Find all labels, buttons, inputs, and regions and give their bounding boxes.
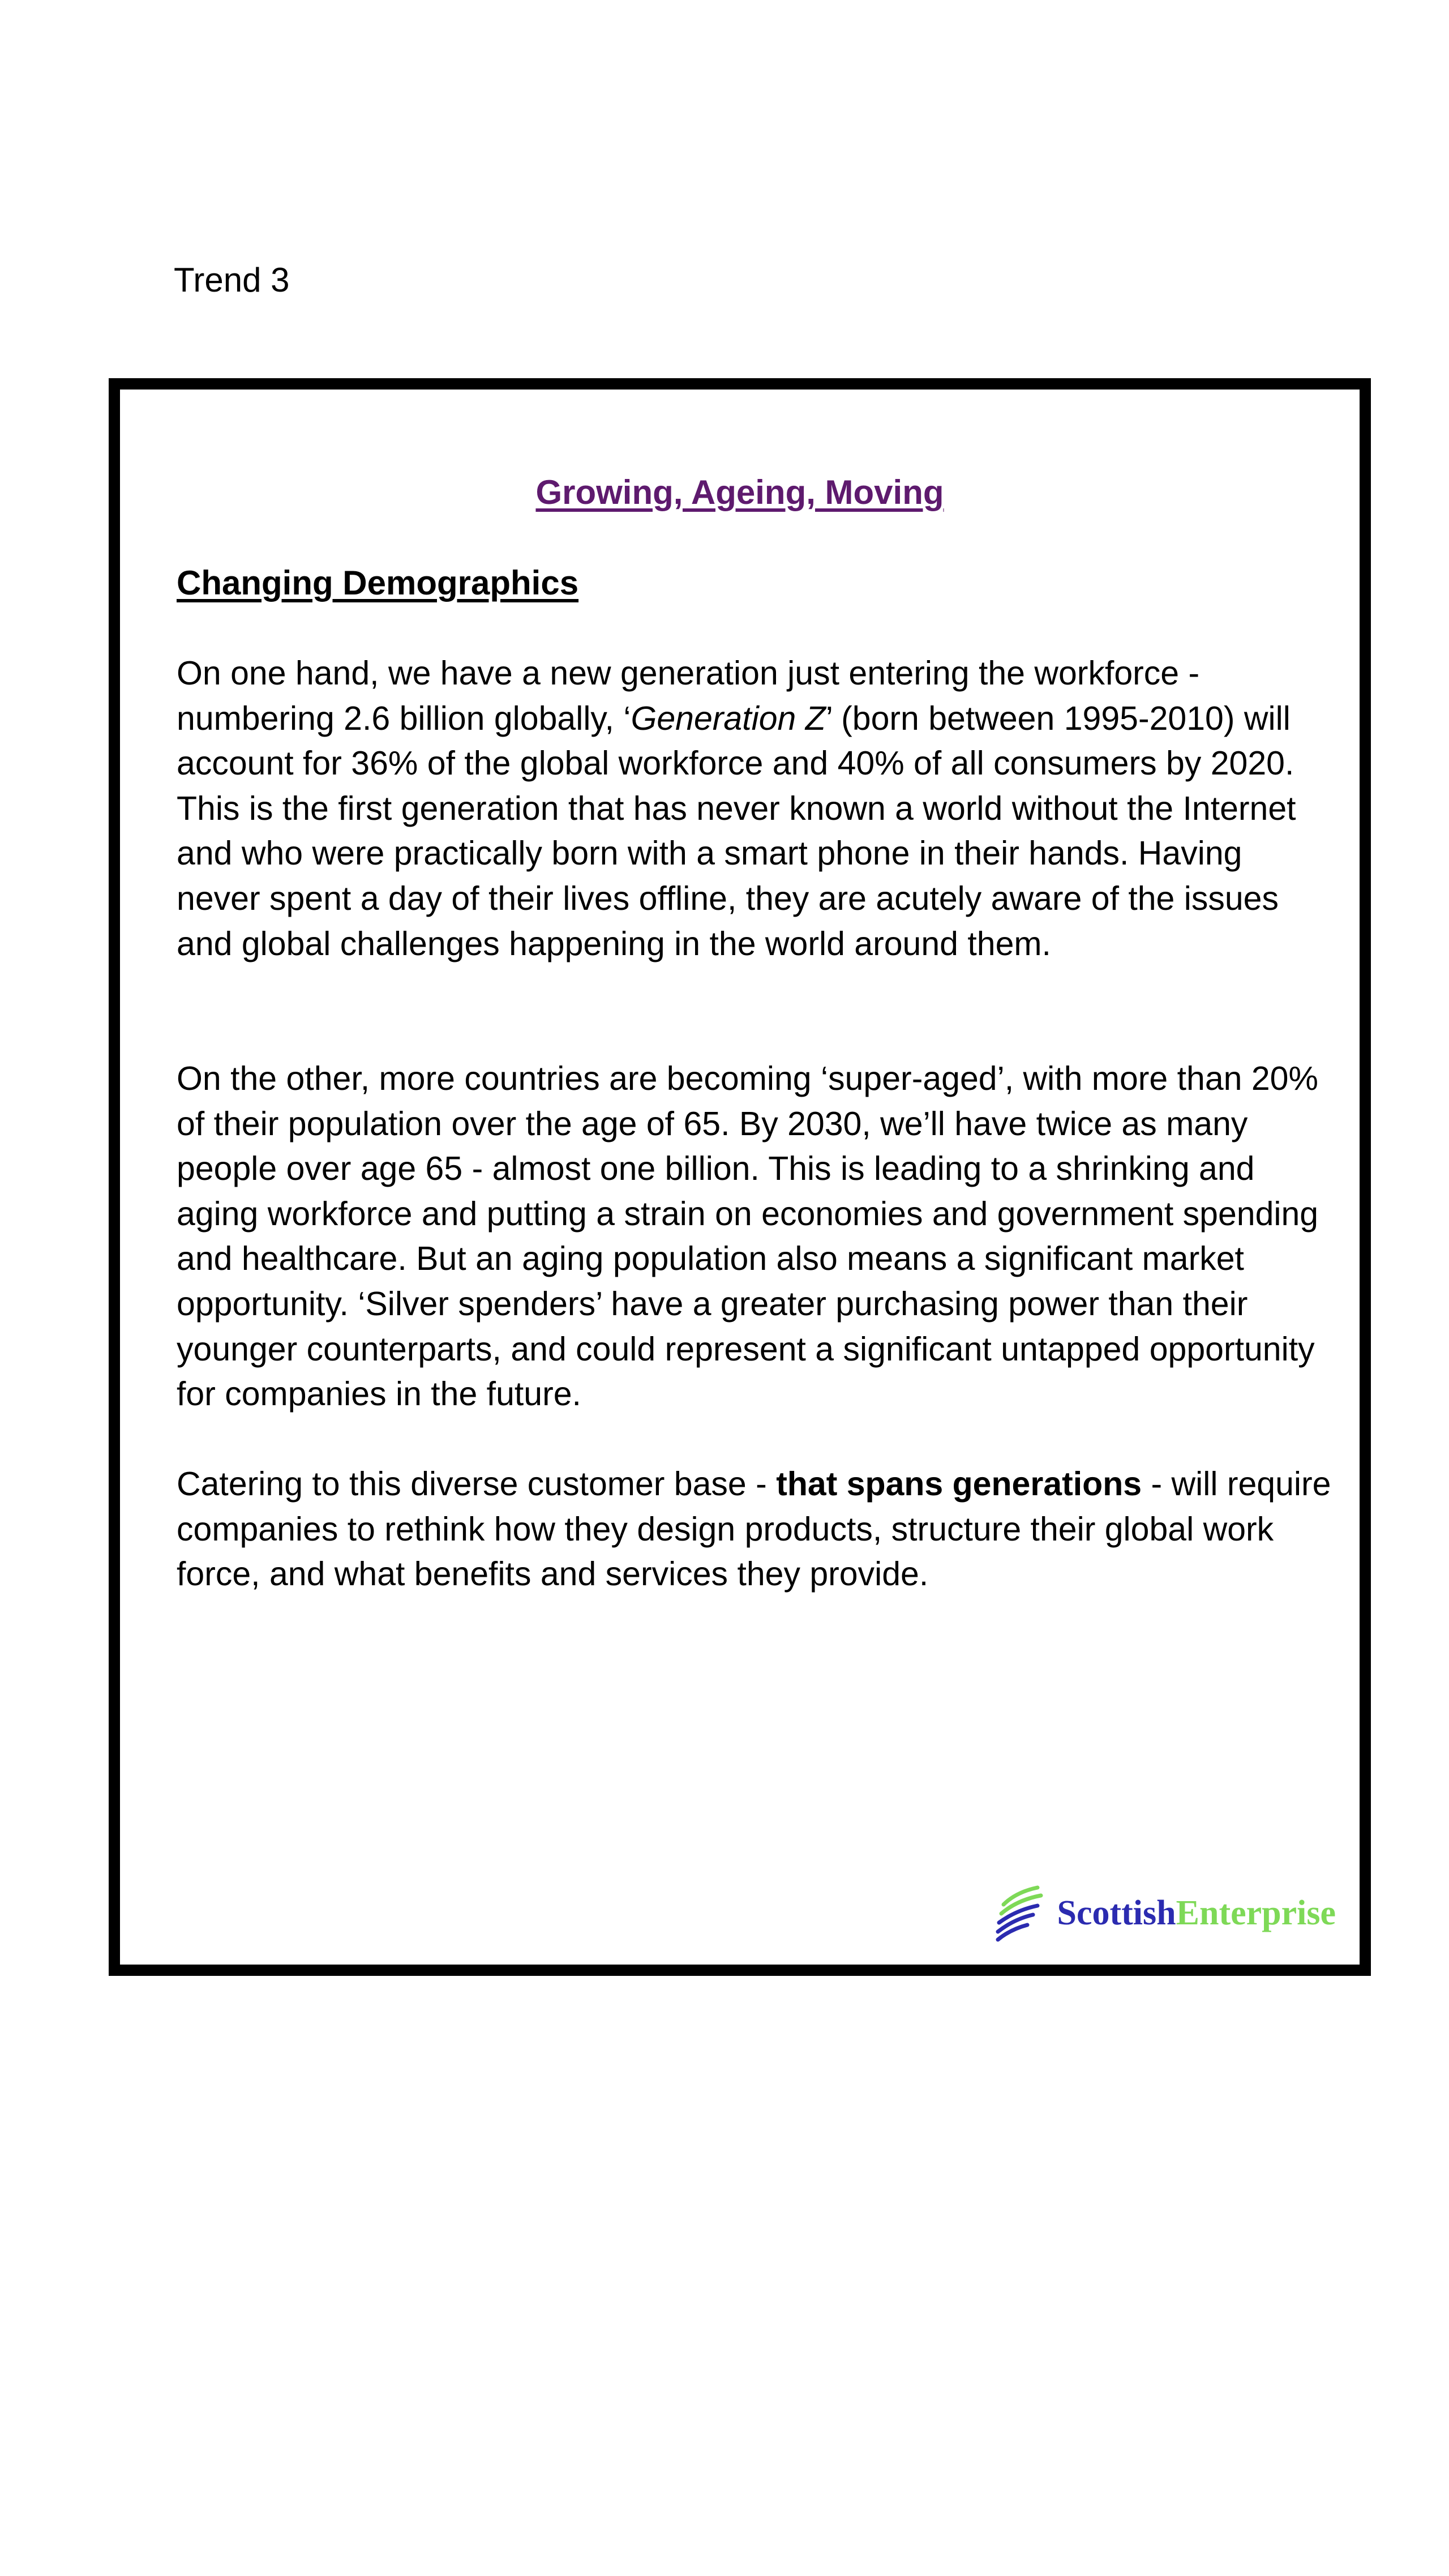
logo-word-scottish: Scottish xyxy=(1057,1894,1176,1932)
paragraph-text: On one hand, we have a new generation just entering the workforce - numbering 2.6 billion globally, ‘ xyxy=(177,654,1200,737)
trend-label: Trend 3 xyxy=(174,261,290,299)
section-heading: Changing Demographics xyxy=(177,564,579,602)
card-title: Growing, Ageing, Moving xyxy=(535,473,944,511)
paragraph-text: Catering to this diverse customer base - xyxy=(177,1465,777,1503)
trend-card xyxy=(109,378,1371,1976)
emphasis-text: Generation Z xyxy=(631,699,826,737)
logo-word-enterprise: Enterprise xyxy=(1176,1894,1336,1932)
logo-wordmark xyxy=(1057,1895,1336,1931)
scottish-enterprise-logo xyxy=(993,1882,1336,1944)
paragraph-generation-z xyxy=(177,651,1331,966)
paragraph-text: ’ (born between 1995-2010) will account for 36% of the global workforce and 40% of all consumers by 2020. This is the first generation that has never known a world without the Internet and who were practically born with a smart phone in their hands. Having never spent a day of their lives offline, they are acutely aware of the issues and global challenges happening in the world around them. xyxy=(177,699,1296,962)
paragraph-customer-base xyxy=(177,1462,1331,1597)
bold-text: that spans generations xyxy=(776,1465,1142,1503)
scottish-enterprise-swoosh-icon xyxy=(993,1882,1050,1944)
paragraph-text: - will require companies to rethink how they design products, structure their global work force, and what benefits and services they provide. xyxy=(177,1465,1331,1593)
paragraph-super-aged: On the other, more countries are becoming ‘super-aged’, with more than 20% of their population over the age of 65. By 2030, we’ll have twice as many people over age 65 - almost one billion. This is leading to a shrinking and aging workforce and putting a strain on economies and government spending and healthcare. But an aging population also means a significant market opportunity. ‘Silver spenders’ have a greater purchasing power than their younger counterparts, and could represent a significant untapped opportunity for companies in the future. xyxy=(177,1060,1319,1413)
